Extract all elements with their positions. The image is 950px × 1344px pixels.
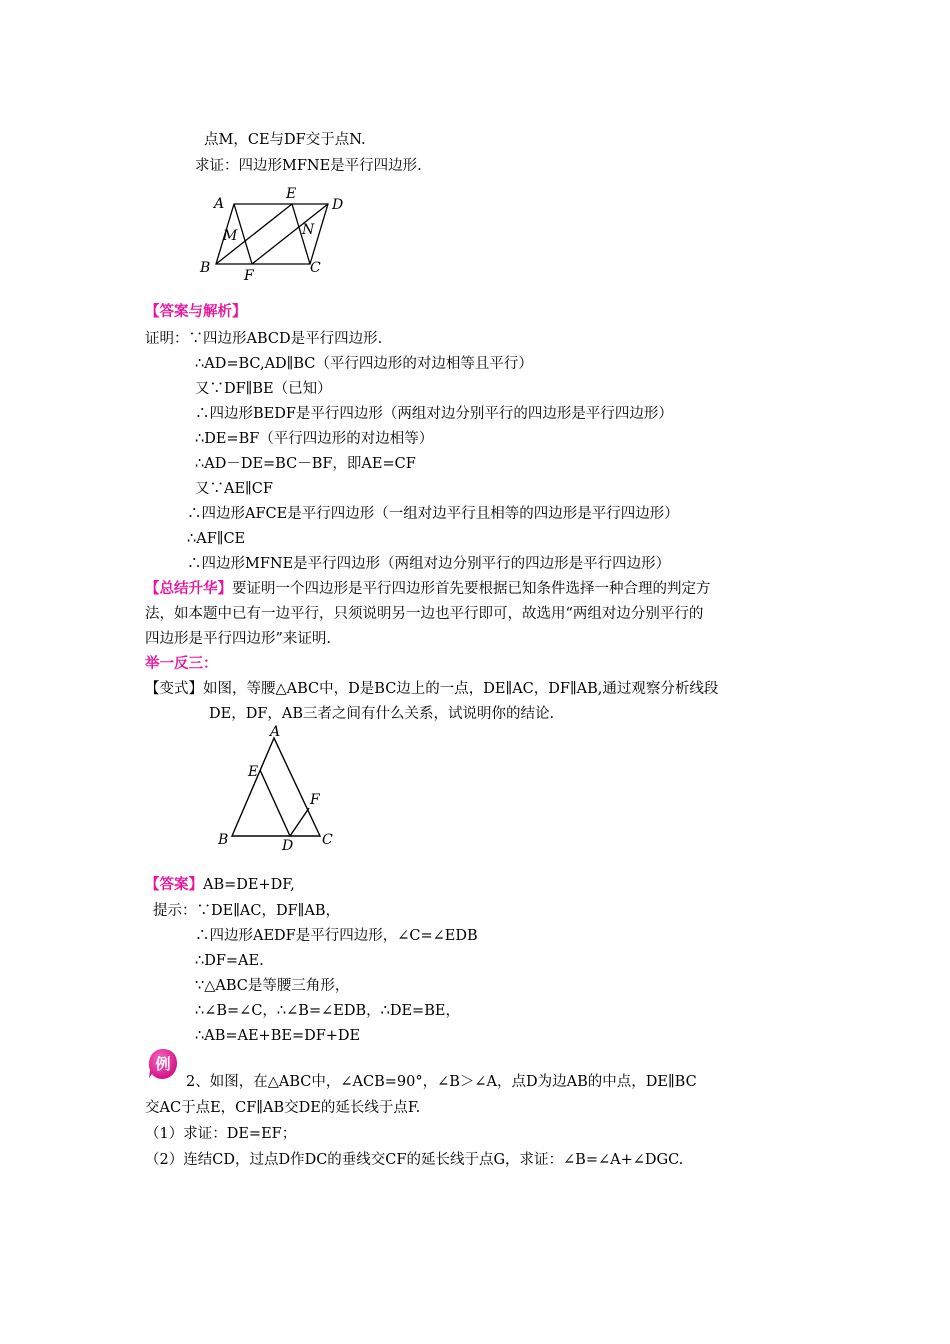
triangle-abc [232, 738, 320, 836]
triangle-figure [212, 722, 342, 854]
question-2: （2）连结CD，过点D作DC的垂线交CF的延长线于点G，求证：∠B=∠A+∠DGC. [145, 1152, 684, 1168]
proof-line-10: ∴四边形MFNE是平行四边形（两组对边分别平行的四边形是平行四边形） [187, 556, 671, 572]
practice-heading: 举一反三： [145, 655, 218, 672]
segment-df [290, 808, 309, 836]
answer-heading: 【答案与解析】 [145, 303, 247, 320]
label-f: F [310, 792, 320, 808]
label-f: F [244, 268, 254, 284]
variant-tag: 【变式】 [145, 681, 203, 697]
variant-text-1: 如图，等腰△ABC中，D是BC边上的一点，DE∥AC，DF∥AB,通过观察分析线段 [203, 681, 719, 697]
variant-line-1 [145, 679, 718, 699]
label-d: D [282, 838, 294, 854]
hint-line-3: ∴DF=AE. [195, 953, 264, 969]
answer2-heading: 【答案】 [145, 876, 203, 893]
example-line-1: 2、如图，在△ABC中，∠ACB=90°，∠B＞∠A，点D为边AB的中点，DE∥BC [186, 1074, 697, 1090]
proof-line-1: 证明：∵四边形ABCD是平行四边形. [145, 331, 383, 347]
intro-line-1: 点M，CE与DF交于点N. [204, 132, 366, 148]
hint-line-5: ∴∠B=∠C，∴∠B=∠EDB，∴DE=BE， [195, 1003, 460, 1019]
proof-line-9: ∴AF∥CE [187, 531, 246, 547]
hint-line-1: 提示：∵DE∥AC，DF∥AB， [153, 903, 340, 919]
summary-line-2: 法，如本题中已有一边平行，只须说明另一边也平行即可，故选用“两组对边分别平行的 [145, 606, 704, 622]
intro-line-2: 求证：四边形MFNE是平行四边形. [195, 158, 422, 174]
answer2-line-1 [145, 875, 295, 895]
summary-text-1: 要证明一个四边形是平行四边形首先要根据已知条件选择一种合理的判定方 [232, 581, 711, 597]
proof-line-7: 又∵AE∥CF [195, 481, 273, 497]
summary-line-1 [145, 579, 711, 599]
proof-line-6: ∴AD－DE=BC－BF，即AE=CF [195, 456, 416, 472]
label-e: E [286, 186, 297, 202]
label-m: M [223, 228, 238, 244]
proof-line-5: ∴DE=BF（平行四边形的对边相等） [195, 431, 434, 447]
summary-heading: 【总结升华】 [145, 580, 232, 597]
segment-df [252, 204, 328, 264]
summary-line-3: 四边形是平行四边形”来证明. [145, 631, 332, 647]
hint-line-4: ∵△ABC是等腰三角形， [195, 978, 350, 994]
label-e: E [248, 764, 259, 780]
segment-ed [260, 770, 290, 836]
question-1: （1）求证：DE=EF； [145, 1126, 297, 1142]
label-b: B [200, 260, 211, 276]
answer2-first: AB=DE+DF, [203, 877, 295, 893]
label-n: N [302, 222, 315, 238]
variant-line-2: DE，DF，AB三者之间有什么关系，试说明你的结论. [209, 706, 555, 722]
parallelogram-figure [190, 182, 360, 286]
proof-line-3: 又∵DF∥BE（已知） [195, 381, 332, 397]
label-d: D [332, 197, 344, 213]
example-line-2: 交AC于点E，CF∥AB交DE的延长线于点F. [145, 1100, 421, 1116]
badge-label: 例 [155, 1055, 171, 1073]
example-badge-icon [148, 1048, 178, 1080]
proof-line-8: ∴四边形AFCE是平行四边形（一组对边平行且相等的四边形是平行四边形） [187, 506, 679, 522]
label-a: A [214, 196, 225, 212]
label-a: A [270, 724, 281, 740]
label-b: B [218, 832, 229, 848]
label-c: C [322, 832, 333, 848]
proof-line-4: ∴四边形BEDF是平行四边形（两组对边分别平行的四边形是平行四边形） [195, 406, 673, 422]
proof-line-2: ∴AD=BC,AD∥BC（平行四边形的对边相等且平行） [195, 356, 533, 372]
hint-line-2: ∴四边形AEDF是平行四边形，∠C=∠EDB [195, 928, 478, 944]
hint-line-6: ∴AB=AE+BE=DF+DE [195, 1028, 361, 1044]
label-c: C [310, 260, 321, 276]
